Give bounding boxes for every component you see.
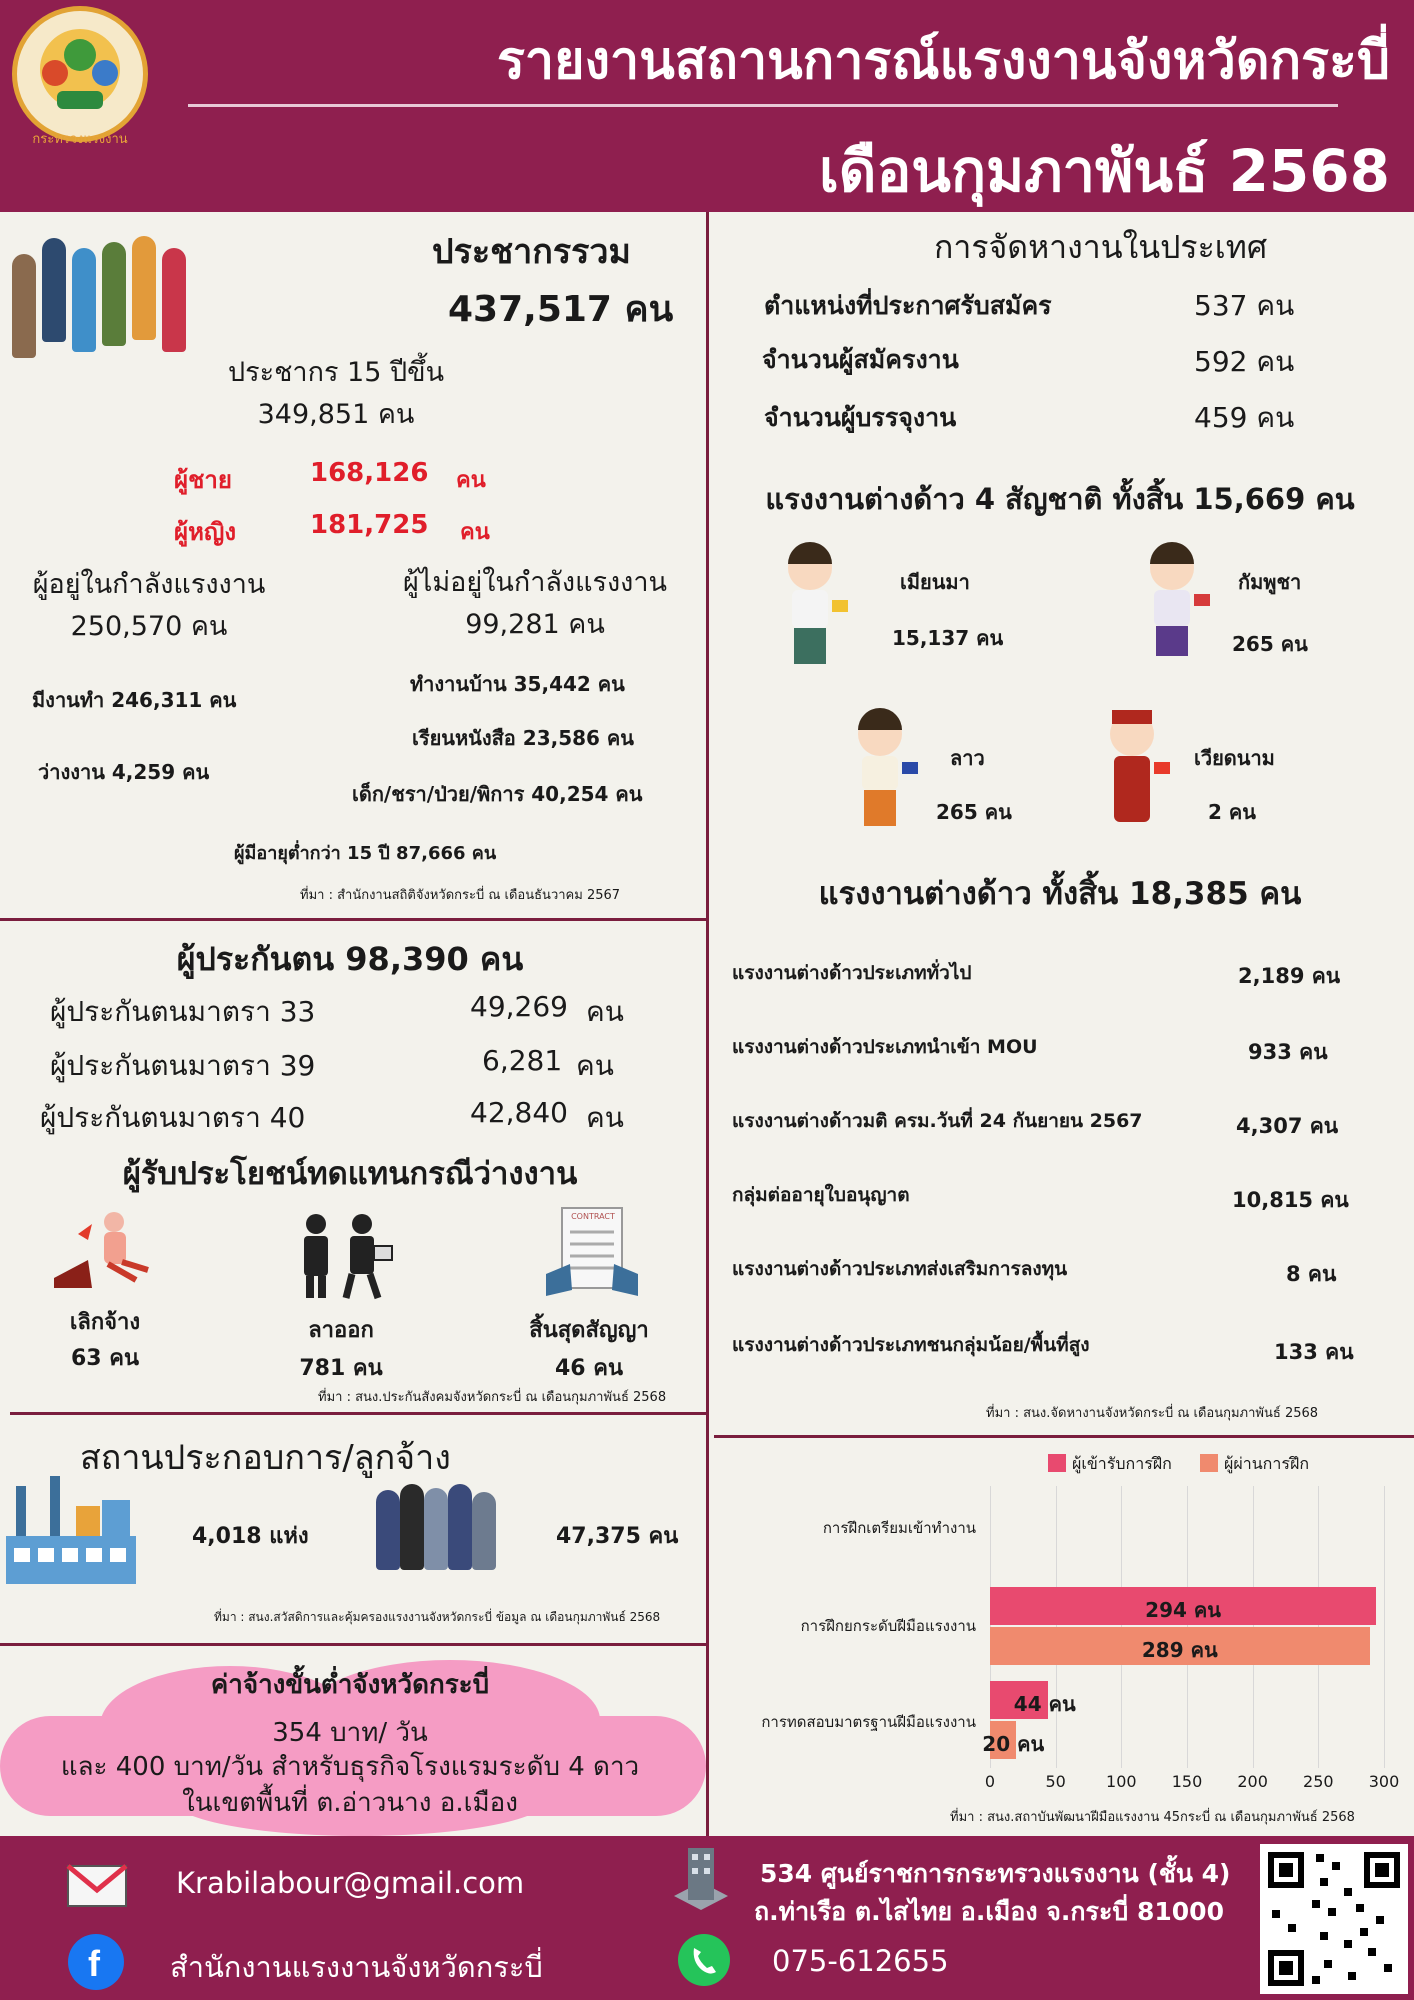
establishments-count: 4,018 แห่ง xyxy=(192,1524,309,1549)
deity-emblem-icon xyxy=(17,11,143,137)
insured-row-39-unit: คน xyxy=(576,1049,614,1082)
category-label-prep: การฝึกเตรียมเข้าทำงาน xyxy=(822,1519,976,1537)
category-label-upskill: การฝึกยกระดับฝีมือแรงงาน xyxy=(800,1617,976,1635)
benefit-layoff-value: 63 คน xyxy=(70,1346,140,1371)
unemployed-text: ว่างงาน 4,259 คน xyxy=(38,760,210,784)
foreign4-title: แรงงานต่างด้าว 4 สัญชาติ ทั้งสิ้น 15,669 คน xyxy=(765,482,1355,516)
insured-row-39-label: ผู้ประกันตนมาตรา 39 xyxy=(50,1049,316,1082)
chart-data-label: 289 คน xyxy=(1141,1638,1218,1662)
foreign-row-renewal-value: 10,815 คน xyxy=(1232,1188,1349,1212)
population-total: 437,517 คน xyxy=(448,289,674,330)
footer-facebook[interactable]: สำนักงานแรงงานจังหวัดกระบี่ xyxy=(170,1950,543,1984)
in-labor-value: 250,570 คน xyxy=(70,611,228,642)
population-15-value: 349,851 คน xyxy=(257,399,415,430)
not-labor-label: ผู้ไม่อยู่ในกำลังแรงงาน xyxy=(402,567,667,598)
svg-text:f: f xyxy=(88,1943,100,1984)
insured-row-33-label: ผู้ประกันตนมาตรา 33 xyxy=(50,995,316,1028)
qr-code xyxy=(1260,1844,1408,1994)
divider-insured xyxy=(10,1412,706,1415)
legend-enrolled-swatch xyxy=(1048,1454,1066,1472)
vietnam-label: เวียดนาม xyxy=(1194,746,1275,770)
male-value: 168,126 xyxy=(310,458,429,488)
header xyxy=(0,0,1414,212)
benefit-contract-value: 46 คน xyxy=(554,1356,624,1381)
cambodia-label: กัมพูชา xyxy=(1238,570,1302,594)
job-row-placed-value: 459 คน xyxy=(1194,401,1295,434)
under15-text: ผู้มีอายุต่ำกว่า 15 ปี 87,666 คน xyxy=(234,843,497,864)
legend-passed-swatch xyxy=(1200,1454,1218,1472)
category-label-standard: การทดสอบมาตรฐานฝีมือแรงงาน xyxy=(761,1713,976,1731)
employees-count: 47,375 คน xyxy=(556,1524,679,1549)
page-subtitle: เดือนกุมภาพันธ์ 2568 xyxy=(818,137,1390,205)
chart-data-label: 20 คน xyxy=(982,1732,1045,1756)
population-source: ที่มา : สำนักงานสถิติจังหวัดกระบี่ ณ เดือนธันวาคม 2567 xyxy=(300,888,621,903)
myanmar-worker-icon xyxy=(776,538,856,668)
chart-tick-label: 0 xyxy=(984,1772,996,1791)
insured-row-39-value: 6,281 xyxy=(482,1044,563,1077)
foreign-row-mou-value: 933 คน xyxy=(1248,1040,1328,1064)
job-row-placed-label: จำนวนผู้บรรจุงาน xyxy=(764,403,957,432)
laos-worker-icon xyxy=(846,704,926,834)
laos-value: 265 คน xyxy=(936,800,1012,824)
housework-text: ทำงานบ้าน 35,442 คน xyxy=(410,672,625,696)
logo-caption: กระทรวงแรงงาน xyxy=(32,132,128,147)
establishments-title: สถานประกอบการ/ลูกจ้าง xyxy=(80,1438,451,1478)
people-group-icon xyxy=(8,226,208,366)
chart-source: ที่มา : สนง.สถาบันพัฒนาฝีมือแรงงาน 45กระบี่ ณ เดือนกุมภาพันธ์ 2568 xyxy=(950,1810,1355,1825)
insured-row-40-value: 42,840 xyxy=(470,1096,568,1129)
qr-code-icon xyxy=(1260,1844,1408,1994)
chart-data-label: 44 คน xyxy=(1013,1692,1076,1716)
resign-icon xyxy=(286,1210,396,1300)
benefit-resign-value: 781 คน xyxy=(299,1356,383,1381)
insured-row-33-value: 49,269 xyxy=(470,990,568,1023)
benefit-title: ผู้รับประโยชน์ทดแทนกรณีว่างงาน xyxy=(122,1156,578,1192)
myanmar-label: เมียนมา xyxy=(900,570,970,594)
job-row-applicants-value: 592 คน xyxy=(1194,345,1295,378)
chart-plot-area xyxy=(982,1486,1400,1791)
chart-data-label: 294 คน xyxy=(1145,1598,1221,1622)
job-row-posted-label: ตำแหน่งที่ประกาศรับสมัคร xyxy=(764,291,1052,320)
foreign-total-title: แรงงานต่างด้าว ทั้งสิ้น 18,385 คน xyxy=(818,876,1302,912)
studying-text: เรียนหนังสือ 23,586 คน xyxy=(412,726,634,750)
employees-group-icon xyxy=(376,1484,496,1574)
employed-text: มีงานทำ 246,311 คน xyxy=(32,688,237,712)
insured-title: ผู้ประกันตน 98,390 คน xyxy=(176,940,524,978)
insured-row-40-unit: คน xyxy=(586,1101,624,1134)
factory-icon xyxy=(6,1476,136,1586)
domestic-jobs-title: การจัดหางานในประเทศ xyxy=(934,228,1268,266)
foreign-row-minority-label: แรงงานต่างด้าวประเภทชนกลุ่มน้อย/พื้นที่สูง xyxy=(732,1334,1090,1356)
not-labor-value: 99,281 คน xyxy=(465,609,605,640)
center-divider xyxy=(706,212,709,1836)
ministry-logo xyxy=(12,6,148,142)
footer-address2: ถ.ท่าเรือ ต.ไสไทย อ.เมือง จ.กระบี่ 81000 xyxy=(754,1897,1224,1926)
chart-tick-label: 250 xyxy=(1303,1772,1334,1791)
foreign-row-investment-value: 8 คน xyxy=(1286,1262,1337,1286)
male-unit: คน xyxy=(456,468,486,493)
facebook-icon[interactable] xyxy=(66,1932,126,1992)
minwage-title: ค่าจ้างขั้นต่ำจังหวัดกระบี่ xyxy=(210,1670,490,1700)
footer-address1: 534 ศูนย์ราชการกระทรวงแรงงาน (ชั้น 4) xyxy=(760,1859,1231,1888)
job-row-applicants-label: จำนวนผู้สมัครงาน xyxy=(762,345,959,374)
foreign-row-cabinet-label: แรงงานต่างด้าวมติ ครม.วันที่ 24 กันยายน 2567 xyxy=(732,1110,1143,1132)
foreign-row-minority-value: 133 คน xyxy=(1274,1340,1354,1364)
laos-label: ลาว xyxy=(950,746,985,770)
chart-tick-label: 100 xyxy=(1106,1772,1137,1791)
establishments-source: ที่มา : สนง.สวัสดิการและคุ้มครองแรงงานจังหวัดกระบี่ ข้อมูล ณ เดือนกุมภาพันธ์ 2568 xyxy=(214,1610,661,1624)
foreign-row-investment-label: แรงงานต่างด้าวประเภทส่งเสริมการลงทุน xyxy=(732,1258,1068,1280)
cambodia-value: 265 คน xyxy=(1232,632,1308,656)
building-icon xyxy=(668,1844,734,1916)
divider-chart xyxy=(714,1435,1414,1438)
foreign-row-renewal-label: กลุ่มต่ออายุใบอนุญาต xyxy=(732,1184,910,1206)
page-title: รายงานสถานการณ์แรงงานจังหวัดกระบี่ xyxy=(497,31,1390,91)
benefit-layoff-label: เลิกจ้าง xyxy=(69,1310,141,1335)
myanmar-value: 15,137 คน xyxy=(892,626,1004,650)
divider-population xyxy=(0,918,706,921)
benefit-contract-label: สิ้นสุดสัญญา xyxy=(529,1318,649,1343)
vietnam-value: 2 คน xyxy=(1208,800,1256,824)
chart-tick-label: 50 xyxy=(1045,1772,1066,1791)
foreign-row-cabinet-value: 4,307 คน xyxy=(1236,1114,1339,1138)
insured-row-33-unit: คน xyxy=(586,995,624,1028)
foreign-row-general-label: แรงงานต่างด้าวประเภททั่วไป xyxy=(732,962,972,984)
chart-gridline xyxy=(1384,1486,1385,1768)
minwage-line1: 354 บาท/ วัน xyxy=(272,1718,428,1748)
layoff-icon xyxy=(48,1204,158,1294)
benefit-resign-label: ลาออก xyxy=(308,1318,374,1343)
divider-establishments xyxy=(0,1643,706,1646)
contract-word: CONTRACT xyxy=(571,1212,615,1221)
foreign-total-source: ที่มา : สนง.จัดหางานจังหวัดกระบี่ ณ เดือนกุมภาพันธ์ 2568 xyxy=(986,1406,1319,1421)
footer-phone[interactable]: 075-612655 xyxy=(772,1944,949,1978)
population-title: ประชากรรวม xyxy=(432,232,631,272)
chart-tick-label: 150 xyxy=(1171,1772,1203,1791)
header-divider xyxy=(188,104,1338,107)
chart-tick-label: 200 xyxy=(1237,1772,1268,1791)
footer-email[interactable]: Krabilabour@gmail.com xyxy=(176,1866,525,1900)
chart-tick-label: 300 xyxy=(1368,1772,1400,1791)
female-label: ผู้หญิง xyxy=(174,518,237,546)
female-value: 181,725 xyxy=(310,510,429,540)
minwage-line2: และ 400 บาท/วัน สำหรับธุรกิจโรงแรมระดับ 4 ดาว xyxy=(60,1752,640,1782)
male-label: ผู้ชาย xyxy=(174,466,232,494)
job-row-posted-value: 537 คน xyxy=(1194,289,1295,322)
email-icon xyxy=(66,1856,128,1910)
minwage-line3: ในเขตพื้นที่ ต.อ่าวนาง อ.เมือง xyxy=(182,1788,518,1818)
female-unit: คน xyxy=(460,520,490,545)
footer xyxy=(0,1836,1414,2000)
legend-enrolled-label: ผู้เข้ารับการฝึก xyxy=(1072,1454,1172,1473)
legend-passed-label: ผู้ผ่านการฝึก xyxy=(1224,1454,1309,1473)
phone-icon xyxy=(676,1932,732,1988)
foreign-row-mou-label: แรงงานต่างด้าวประเภทนำเข้า MOU xyxy=(732,1036,1038,1058)
children-elderly-text: เด็ก/ชรา/ป่วย/พิการ 40,254 คน xyxy=(352,782,643,806)
cambodia-worker-icon xyxy=(1138,538,1218,668)
population-15-label: ประชากร 15 ปีขึ้น xyxy=(227,357,445,388)
vietnam-worker-icon xyxy=(1098,704,1178,834)
insured-row-40-label: ผู้ประกันตนมาตรา 40 xyxy=(40,1101,306,1134)
in-labor-label: ผู้อยู่ในกำลังแรงงาน xyxy=(32,569,266,600)
foreign-row-general-value: 2,189 คน xyxy=(1238,964,1341,988)
insured-source: ที่มา : สนง.ประกันสังคมจังหวัดกระบี่ ณ เดือนกุมภาพันธ์ 2568 xyxy=(318,1390,667,1405)
